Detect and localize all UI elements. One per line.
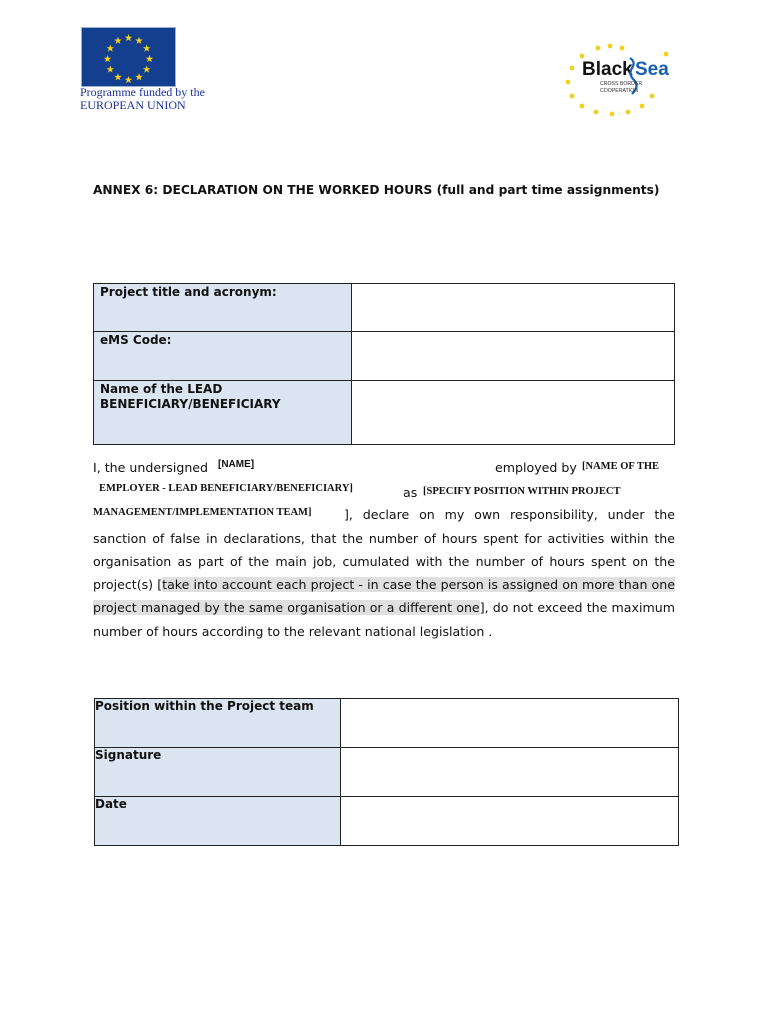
table-row (94, 284, 675, 332)
date-field[interactable] (341, 797, 679, 846)
eu-funding-caption (80, 86, 205, 112)
project-info-table (93, 283, 675, 445)
declaration-line7 (93, 596, 675, 620)
position-field[interactable] (341, 699, 679, 748)
ems-code-label: eMS Code: (94, 332, 352, 381)
logo-word-black: Black (582, 59, 633, 80)
eu-flag-logo (81, 27, 176, 87)
declaration-line5: organisation as part of the main job, cumulated with the number of hours spent on the (93, 554, 675, 569)
ems-code-field[interactable] (352, 332, 675, 381)
beneficiary-label (94, 381, 352, 445)
declaration-line6 (93, 573, 675, 597)
i-the-undersigned-text: I, the undersigned (93, 460, 209, 475)
line7-suffix: ], do not exceed the maximum (479, 600, 675, 615)
beneficiary-label-line1: Name of the LEAD (100, 382, 223, 396)
eu-caption-line1: Programme funded by the (80, 85, 205, 99)
beneficiary-label-line2: BENEFICIARY/BENEFICIARY (100, 397, 281, 411)
line6-highlight: take into account each project - in case the person is assigned on more than one (162, 577, 675, 592)
black-sea-logo (560, 42, 678, 118)
eu-caption-line2: EUROPEAN UNION (80, 98, 186, 112)
table-row (95, 797, 679, 846)
table-row (94, 381, 675, 445)
signature-table (94, 698, 679, 846)
position-placeholder-a[interactable]: [SPECIFY POSITION WITHIN PROJECT (423, 486, 621, 497)
declaration-line8: number of hours according to the relevant national legislation . (93, 624, 493, 639)
position-label: Position within the Project team (95, 699, 341, 748)
declaration-line4: sanction of false in declarations, that the number of hours spent for activities within the (93, 531, 675, 546)
as-text: as (403, 485, 418, 500)
logo-sub1: CROSS BORDER (600, 81, 643, 87)
signature-field[interactable] (341, 748, 679, 797)
line6-prefix: project(s) [ (93, 577, 163, 592)
table-row (95, 699, 679, 748)
project-title-label: Project title and acronym: (94, 284, 352, 332)
project-title-field[interactable] (352, 284, 675, 332)
employer-placeholder-b[interactable]: EMPLOYER - LEAD BENEFICIARY/BENEFICIARY] (99, 483, 353, 494)
line7-highlight: project managed by the same organisation or a different one (93, 600, 480, 615)
name-placeholder[interactable]: [NAME] (218, 459, 255, 470)
declaration-line3-rest: ], declare on my own responsibility, under the (344, 507, 675, 522)
table-row (95, 748, 679, 797)
logo-word-sea: Sea (635, 59, 669, 80)
date-label: Date (95, 797, 341, 846)
table-row (94, 332, 675, 381)
employed-by-text: employed by (495, 460, 577, 475)
signature-label: Signature (95, 748, 341, 797)
beneficiary-field[interactable] (352, 381, 675, 445)
page-title: ANNEX 6: DECLARATION ON THE WORKED HOURS (full and part time assignments) (93, 183, 660, 197)
position-placeholder-b[interactable]: MANAGEMENT/IMPLEMENTATION TEAM] (93, 507, 312, 518)
logo-sub2: COOPERATION (600, 88, 638, 94)
employer-placeholder-a[interactable]: [NAME OF THE (582, 461, 660, 472)
